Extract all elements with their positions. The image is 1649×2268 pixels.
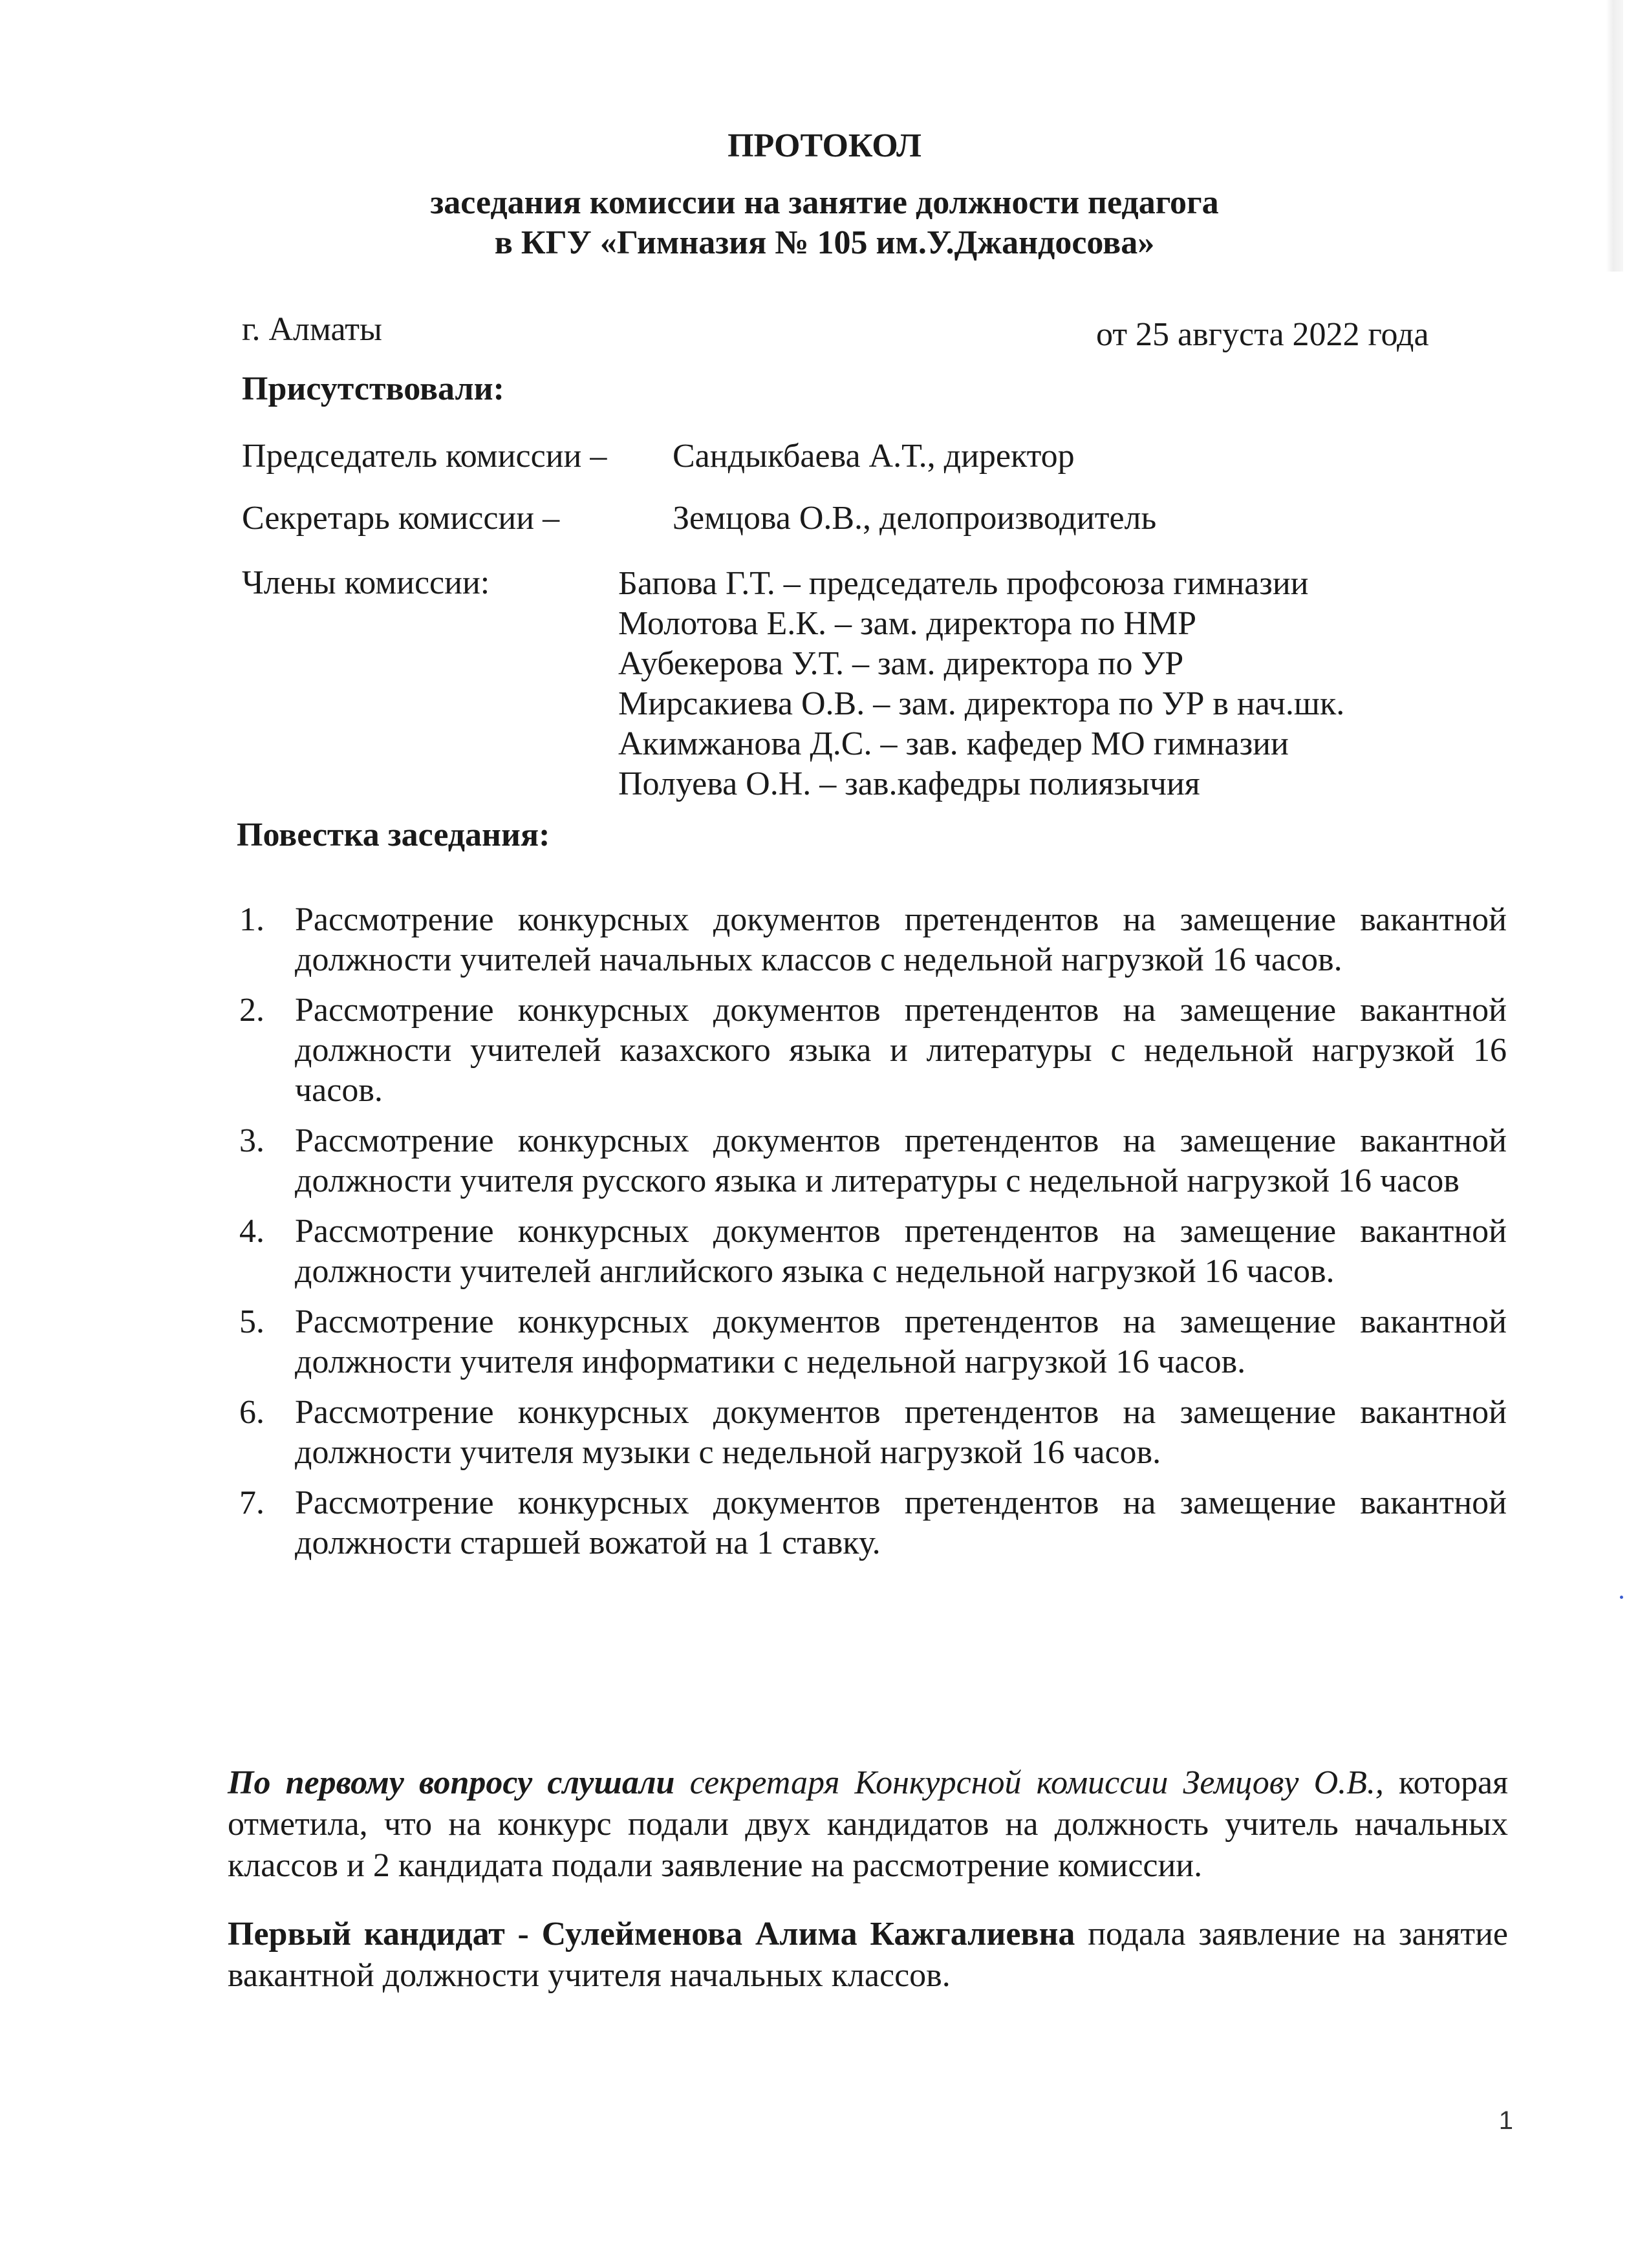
agenda-heading: Повестка заседания: bbox=[237, 817, 550, 853]
paragraph-first-candidate bbox=[228, 1914, 1508, 1996]
first-question-text: которая отметила, что на конкурс подали двух кандидатов на должность учитель начальных классов и 2 кандидата подали заявление на рассмотрение комиссии. bbox=[228, 1764, 1508, 1884]
first-question-lead: По первому вопросу слушали bbox=[228, 1764, 675, 1801]
agenda-item-number: 1. bbox=[239, 901, 264, 938]
agenda-item-text: Рассмотрение конкурсных документов претендентов на замещение вакантной должности учителей казахского языка и литературы с недельной нагрузкой 16 часов. bbox=[295, 992, 1507, 1109]
agenda-item-text: Рассмотрение конкурсных документов претендентов на замещение вакантной должности учителя музыки с недельной нагрузкой 16 часов. bbox=[295, 1394, 1507, 1471]
agenda-item-number: 6. bbox=[239, 1394, 264, 1431]
member-item: Бапова Г.Т. – председатель профсоюза гимназии bbox=[618, 565, 1309, 602]
city: г. Алматы bbox=[242, 311, 382, 348]
first-question-speaker: секретаря Конкурсной комиссии Земцову О.В., bbox=[689, 1764, 1384, 1801]
agenda-item bbox=[239, 1393, 1507, 1473]
member-item: Полуева О.Н. – зав.кафедры полиязычия bbox=[618, 765, 1200, 802]
document-title: ПРОТОКОЛ bbox=[727, 127, 921, 164]
chair-value: Сандыкбаева А.Т., директор bbox=[673, 438, 1075, 475]
members-list bbox=[618, 564, 1344, 804]
agenda-item-text: Рассмотрение конкурсных документов претендентов на замещение вакантной должности старшей вожатой на 1 ставку. bbox=[295, 1484, 1507, 1561]
document-subtitle-line1: заседания комиссии на занятие должности педагога bbox=[430, 184, 1219, 221]
document-date: от 25 августа 2022 года bbox=[1096, 316, 1429, 353]
member-item: Акимжанова Д.С. – зав. кафедер МО гимназии bbox=[618, 725, 1289, 762]
member-item: Мирсакиева О.В. – зам. директора по УР в нач.шк. bbox=[618, 685, 1345, 722]
agenda-item-number: 4. bbox=[239, 1213, 264, 1250]
agenda-item bbox=[239, 1483, 1507, 1563]
agenda-item bbox=[239, 990, 1507, 1111]
agenda-item-number: 7. bbox=[239, 1484, 264, 1521]
agenda-item bbox=[239, 1302, 1507, 1382]
secretary-value: Земцова О.В., делопроизводитель bbox=[673, 500, 1157, 537]
scan-speck bbox=[1620, 1596, 1623, 1599]
first-candidate-text: подала заявление на занятие вакантной должности учителя начальных классов. bbox=[228, 1916, 1508, 1994]
agenda-item bbox=[239, 1212, 1507, 1292]
agenda-item-number: 5. bbox=[239, 1303, 264, 1340]
agenda-item-text: Рассмотрение конкурсных документов претендентов на замещение вакантной должности учителей начальных классов с недельной нагрузкой 16 часов. bbox=[295, 901, 1507, 978]
page-number: 1 bbox=[1498, 2106, 1513, 2135]
attendance-heading: Присутствовали: bbox=[242, 370, 504, 407]
agenda-list bbox=[239, 900, 1507, 1574]
chair-label: Председатель комиссии – bbox=[242, 438, 607, 475]
agenda-item bbox=[239, 900, 1507, 980]
agenda-item bbox=[239, 1121, 1507, 1201]
agenda-item-text: Рассмотрение конкурсных документов претендентов на замещение вакантной должности учителей английского языка с недельной нагрузкой 16 часов. bbox=[295, 1213, 1507, 1290]
document-subtitle-line2: в КГУ «Гимназия № 105 им.У.Джандосова» bbox=[494, 224, 1155, 261]
secretary-label: Секретарь комиссии – bbox=[242, 500, 560, 537]
agenda-item-number: 2. bbox=[239, 992, 264, 1029]
member-item: Аубекерова У.Т. – зам. директора по УР bbox=[618, 645, 1184, 682]
agenda-item-text: Рассмотрение конкурсных документов претендентов на замещение вакантной должности учителя русского языка и литературы с недельной нагрузкой 16 часов bbox=[295, 1122, 1507, 1199]
agenda-item-text: Рассмотрение конкурсных документов претендентов на замещение вакантной должности учителя информатики с недельной нагрузкой 16 часов. bbox=[295, 1303, 1507, 1380]
members-label: Члены комиссии: bbox=[242, 564, 490, 601]
first-candidate-lead: Первый кандидат - Сулейменова Алима Кажгалиевна bbox=[228, 1916, 1075, 1952]
member-item: Молотова Е.К. – зам. директора по НМР bbox=[618, 605, 1197, 642]
paragraph-first-question bbox=[228, 1762, 1508, 1887]
agenda-item-number: 3. bbox=[239, 1122, 264, 1159]
